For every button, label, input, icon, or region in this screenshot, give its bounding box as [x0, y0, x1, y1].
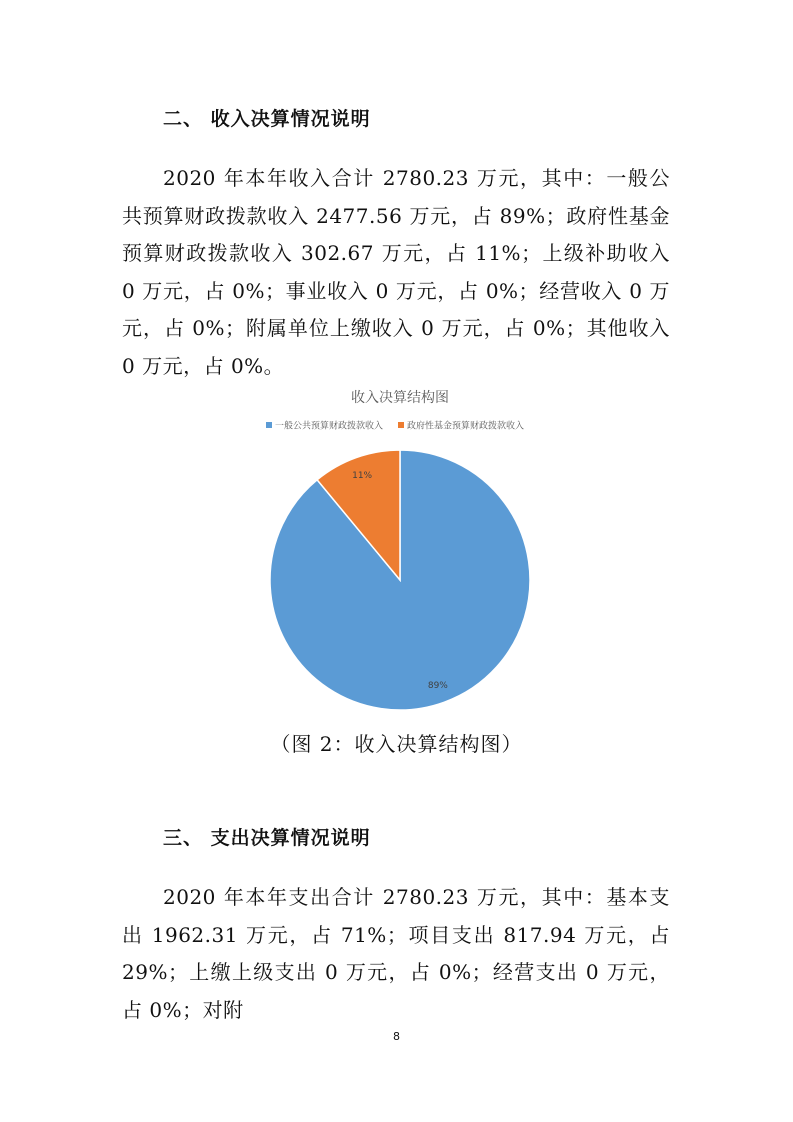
chart-title: 收入决算结构图	[351, 390, 449, 406]
section-2-heading: 二、 收入决算情况说明	[163, 108, 371, 130]
page-number: 8	[393, 1030, 400, 1043]
section-3-heading: 三、 支出决算情况说明	[163, 827, 371, 849]
legend-label-2: 政府性基金预算财政拨款收入	[407, 421, 525, 432]
figure-caption: （图 2：收入决算结构图）	[270, 732, 523, 756]
chart-legend	[266, 420, 524, 432]
section-3-paragraph: 2020 年本年支出合计 2780.23 万元，其中：基本支出 1962.31 万元，占 71%；项目支出 817.94 万元，占 29%；上缴上级支出 0 万元，占 0%；经营支出 0 万元，占 0%；对附	[122, 885, 670, 1022]
pie-slices	[270, 450, 530, 710]
legend-swatch-1	[266, 422, 272, 428]
legend-label-1: 一般公共预算财政拨款收入	[275, 421, 384, 432]
income-structure-pie-chart	[250, 380, 550, 710]
pie-data-label-1: 89%	[427, 681, 448, 692]
legend-swatch-2	[398, 422, 404, 428]
pie-data-label-2: 11%	[352, 470, 373, 481]
section-2-paragraph: 2020 年本年收入合计 2780.23 万元，其中：一般公共预算财政拨款收入 2477.56 万元，占 89%；政府性基金预算财政拨款收入 302.67 万元，占 11%；上级补助收入 0 万元，占 0%；事业收入 0 万元，占 0%；经营收入 0 万元，占 0%；附属单位上缴收入 0 万元，占 0%；其他收入 0 万元，占 0%。	[122, 166, 670, 378]
